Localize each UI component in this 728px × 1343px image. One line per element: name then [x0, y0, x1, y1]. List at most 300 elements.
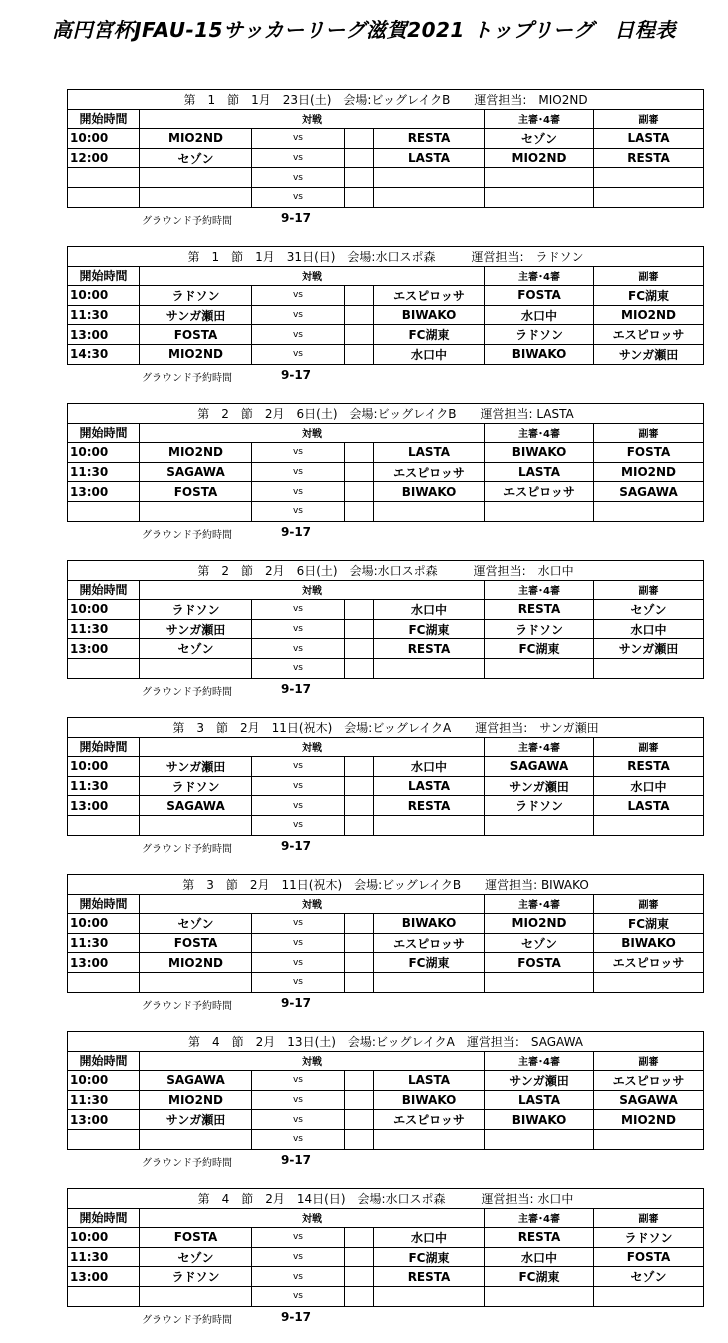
schedule-block	[67, 874, 703, 1013]
spacer-cell	[345, 815, 374, 835]
match-header: 対戦	[140, 580, 485, 600]
match-header: 対戦	[140, 894, 485, 914]
referee-header: 主審･4審	[485, 1208, 594, 1228]
ground-booking-label: グラウンド予約時間	[142, 843, 232, 855]
ground-booking-time: 9-17	[281, 681, 312, 696]
vs-label: vs	[252, 776, 345, 796]
start-time-header: 開始時間	[68, 737, 140, 757]
vs-label: vs	[252, 1286, 345, 1306]
spacer-cell	[345, 501, 374, 521]
home-team: セゾン	[140, 1247, 252, 1267]
referee: LASTA	[485, 1090, 594, 1110]
schedule-block	[67, 717, 703, 856]
schedule-block	[67, 89, 703, 228]
assistant-referee: BIWAKO	[594, 933, 704, 953]
referee: FC湖東	[485, 1267, 594, 1287]
assistant-referee: RESTA	[594, 757, 704, 777]
home-team: MIO2ND	[140, 443, 252, 463]
away-team: LASTA	[374, 776, 485, 796]
referee: BIWAKO	[485, 1110, 594, 1130]
away-team: エスピロッサ	[374, 462, 485, 482]
home-team: ラドソン	[140, 776, 252, 796]
away-team	[374, 168, 485, 188]
vs-label: vs	[252, 658, 345, 678]
vs-label: vs	[252, 757, 345, 777]
match-row	[68, 914, 704, 934]
referee: ラドソン	[485, 796, 594, 816]
round-header: 第 3 節 2月 11日(祝木) 会場:ビッグレイクB 運営担当: BIWAKO	[68, 875, 704, 895]
schedule-block	[67, 560, 703, 699]
assistant-referee: SAGAWA	[594, 482, 704, 502]
away-team: エスピロッサ	[374, 933, 485, 953]
assistant-referee: ラドソン	[594, 1228, 704, 1248]
referee	[485, 168, 594, 188]
spacer-cell	[345, 1267, 374, 1287]
schedule-table	[67, 246, 704, 365]
start-time: 11:30	[68, 619, 140, 639]
start-time: 11:30	[68, 305, 140, 325]
match-row	[68, 1286, 704, 1306]
spacer-cell	[345, 619, 374, 639]
away-team: 水口中	[374, 344, 485, 364]
away-team	[374, 1129, 485, 1149]
away-team: RESTA	[374, 1267, 485, 1287]
away-team: 水口中	[374, 1228, 485, 1248]
start-time: 13:00	[68, 1267, 140, 1287]
vs-label: vs	[252, 914, 345, 934]
home-team: FOSTA	[140, 482, 252, 502]
ground-booking-label: グラウンド予約時間	[142, 686, 232, 698]
ground-booking-label: グラウンド予約時間	[142, 1314, 232, 1326]
start-time-header: 開始時間	[68, 894, 140, 914]
start-time: 10:00	[68, 1071, 140, 1091]
assistant-referee	[594, 972, 704, 992]
start-time: 13:00	[68, 953, 140, 973]
spacer-cell	[345, 443, 374, 463]
start-time: 10:00	[68, 600, 140, 620]
referee	[485, 972, 594, 992]
home-team: MIO2ND	[140, 344, 252, 364]
assistant-referee: MIO2ND	[594, 462, 704, 482]
spacer-cell	[345, 187, 374, 207]
away-team: 水口中	[374, 600, 485, 620]
spacer-cell	[345, 953, 374, 973]
vs-label: vs	[252, 1228, 345, 1248]
home-team: ラドソン	[140, 1267, 252, 1287]
match-row	[68, 972, 704, 992]
ground-booking	[67, 365, 703, 385]
match-row	[68, 776, 704, 796]
start-time: 13:00	[68, 482, 140, 502]
home-team: MIO2ND	[140, 129, 252, 149]
home-team: SAGAWA	[140, 1071, 252, 1091]
referee: 水口中	[485, 305, 594, 325]
start-time-header: 開始時間	[68, 109, 140, 129]
match-row	[68, 953, 704, 973]
referee: SAGAWA	[485, 757, 594, 777]
ground-booking	[67, 208, 703, 228]
start-time: 10:00	[68, 129, 140, 149]
away-team: FC湖東	[374, 1247, 485, 1267]
assistant-referee: 水口中	[594, 776, 704, 796]
referee: 水口中	[485, 1247, 594, 1267]
start-time	[68, 658, 140, 678]
spacer-cell	[345, 1071, 374, 1091]
match-row	[68, 1110, 704, 1130]
match-row	[68, 1129, 704, 1149]
spacer-cell	[345, 286, 374, 306]
assistant-referee: セゾン	[594, 1267, 704, 1287]
assistant-header: 副審	[594, 894, 704, 914]
assistant-referee: サンガ瀬田	[594, 344, 704, 364]
schedule-block	[67, 1031, 703, 1170]
start-time: 11:30	[68, 462, 140, 482]
start-time: 10:00	[68, 443, 140, 463]
home-team: サンガ瀬田	[140, 757, 252, 777]
away-team: FC湖東	[374, 325, 485, 345]
assistant-referee: LASTA	[594, 129, 704, 149]
away-team: エスピロッサ	[374, 1110, 485, 1130]
spacer-cell	[345, 1129, 374, 1149]
home-team: セゾン	[140, 148, 252, 168]
assistant-referee	[594, 187, 704, 207]
ground-booking-time: 9-17	[281, 210, 312, 225]
start-time	[68, 501, 140, 521]
ground-booking-time: 9-17	[281, 1152, 312, 1167]
home-team	[140, 1129, 252, 1149]
match-header: 対戦	[140, 109, 485, 129]
round-header: 第 3 節 2月 11日(祝木) 会場:ビッグレイクA 運営担当: サンガ瀬田	[68, 718, 704, 738]
vs-label: vs	[252, 148, 345, 168]
vs-label: vs	[252, 796, 345, 816]
spacer-cell	[345, 933, 374, 953]
match-row	[68, 1071, 704, 1091]
schedule-block	[67, 246, 703, 385]
start-time: 11:30	[68, 933, 140, 953]
away-team	[374, 815, 485, 835]
referee: セゾン	[485, 129, 594, 149]
referee	[485, 658, 594, 678]
home-team	[140, 1286, 252, 1306]
assistant-referee: エスピロッサ	[594, 325, 704, 345]
away-team	[374, 187, 485, 207]
start-time: 10:00	[68, 757, 140, 777]
home-team: FOSTA	[140, 933, 252, 953]
schedule-table	[67, 560, 704, 679]
assistant-referee: エスピロッサ	[594, 1071, 704, 1091]
round-header: 第 1 節 1月 23日(土) 会場:ビッグレイクB 運営担当: MIO2ND	[68, 90, 704, 110]
spacer-cell	[345, 482, 374, 502]
match-header: 対戦	[140, 1051, 485, 1071]
referee: FC湖東	[485, 639, 594, 659]
assistant-referee: FC湖東	[594, 286, 704, 306]
spacer-cell	[345, 344, 374, 364]
home-team	[140, 187, 252, 207]
away-team	[374, 972, 485, 992]
assistant-header: 副審	[594, 109, 704, 129]
referee-header: 主審･4審	[485, 266, 594, 286]
ground-booking-label: グラウンド予約時間	[142, 372, 232, 384]
spacer-cell	[345, 1090, 374, 1110]
assistant-header: 副審	[594, 580, 704, 600]
start-time	[68, 972, 140, 992]
start-time	[68, 1129, 140, 1149]
round-header: 第 2 節 2月 6日(土) 会場:水口スポ森 運営担当: 水口中	[68, 561, 704, 581]
match-row	[68, 344, 704, 364]
referee	[485, 815, 594, 835]
match-row	[68, 1090, 704, 1110]
spacer-cell	[345, 796, 374, 816]
start-time: 13:00	[68, 796, 140, 816]
assistant-referee	[594, 1129, 704, 1149]
schedule-table	[67, 1188, 704, 1307]
match-row	[68, 168, 704, 188]
vs-label: vs	[252, 1110, 345, 1130]
start-time-header: 開始時間	[68, 1051, 140, 1071]
spacer-cell	[345, 325, 374, 345]
assistant-referee: 水口中	[594, 619, 704, 639]
assistant-referee: MIO2ND	[594, 1110, 704, 1130]
away-team: BIWAKO	[374, 1090, 485, 1110]
assistant-header: 副審	[594, 737, 704, 757]
assistant-referee: FOSTA	[594, 443, 704, 463]
spacer-cell	[345, 1247, 374, 1267]
ground-booking-time: 9-17	[281, 524, 312, 539]
assistant-referee: セゾン	[594, 600, 704, 620]
match-row	[68, 619, 704, 639]
round-header: 第 4 節 2月 14日(日) 会場:水口スポ森 運営担当: 水口中	[68, 1189, 704, 1209]
away-team: RESTA	[374, 639, 485, 659]
match-row	[68, 933, 704, 953]
away-team: LASTA	[374, 148, 485, 168]
referee: ラドソン	[485, 325, 594, 345]
home-team: ラドソン	[140, 600, 252, 620]
spacer-cell	[345, 1110, 374, 1130]
match-header: 対戦	[140, 1208, 485, 1228]
spacer-cell	[345, 600, 374, 620]
match-row	[68, 501, 704, 521]
vs-label: vs	[252, 1090, 345, 1110]
page-title: 高円宮杯JFAU-15サッカーリーグ滋賀2021 トップリーグ 日程表	[52, 18, 676, 42]
referee: RESTA	[485, 1228, 594, 1248]
assistant-header: 副審	[594, 1208, 704, 1228]
match-row	[68, 658, 704, 678]
ground-booking-time: 9-17	[281, 367, 312, 382]
away-team: FC湖東	[374, 619, 485, 639]
referee: RESTA	[485, 600, 594, 620]
match-header: 対戦	[140, 737, 485, 757]
vs-label: vs	[252, 168, 345, 188]
referee: エスピロッサ	[485, 482, 594, 502]
spacer-cell	[345, 129, 374, 149]
match-row	[68, 757, 704, 777]
vs-label: vs	[252, 1071, 345, 1091]
spacer-cell	[345, 972, 374, 992]
match-row	[68, 443, 704, 463]
start-time-header: 開始時間	[68, 266, 140, 286]
away-team: RESTA	[374, 796, 485, 816]
referee: MIO2ND	[485, 148, 594, 168]
referee: FOSTA	[485, 953, 594, 973]
schedule-table	[67, 717, 704, 836]
vs-label: vs	[252, 344, 345, 364]
home-team: FOSTA	[140, 1228, 252, 1248]
start-time: 11:30	[68, 1090, 140, 1110]
away-team	[374, 1286, 485, 1306]
start-time	[68, 1286, 140, 1306]
home-team: サンガ瀬田	[140, 619, 252, 639]
schedule-table	[67, 1031, 704, 1150]
match-header: 対戦	[140, 423, 485, 443]
ground-booking	[67, 1150, 703, 1170]
home-team: ラドソン	[140, 286, 252, 306]
referee: セゾン	[485, 933, 594, 953]
assistant-referee: LASTA	[594, 796, 704, 816]
vs-label: vs	[252, 600, 345, 620]
schedule-table	[67, 403, 704, 522]
referee: BIWAKO	[485, 344, 594, 364]
ground-booking	[67, 993, 703, 1013]
spacer-cell	[345, 914, 374, 934]
schedule-block	[67, 1188, 703, 1327]
schedule-block	[67, 403, 703, 542]
start-time: 10:00	[68, 914, 140, 934]
assistant-referee	[594, 658, 704, 678]
assistant-header: 副審	[594, 423, 704, 443]
assistant-referee: エスピロッサ	[594, 953, 704, 973]
vs-label: vs	[252, 1247, 345, 1267]
ground-booking	[67, 1307, 703, 1327]
assistant-referee	[594, 168, 704, 188]
vs-label: vs	[252, 443, 345, 463]
assistant-referee: FC湖東	[594, 914, 704, 934]
match-row	[68, 639, 704, 659]
referee: MIO2ND	[485, 914, 594, 934]
home-team: サンガ瀬田	[140, 305, 252, 325]
home-team: MIO2ND	[140, 953, 252, 973]
referee	[485, 1129, 594, 1149]
referee	[485, 1286, 594, 1306]
start-time: 10:00	[68, 286, 140, 306]
home-team	[140, 168, 252, 188]
assistant-header: 副審	[594, 1051, 704, 1071]
vs-label: vs	[252, 1267, 345, 1287]
spacer-cell	[345, 1228, 374, 1248]
spacer-cell	[345, 639, 374, 659]
home-team: SAGAWA	[140, 796, 252, 816]
home-team: セゾン	[140, 914, 252, 934]
spacer-cell	[345, 757, 374, 777]
match-row	[68, 1228, 704, 1248]
match-row	[68, 1267, 704, 1287]
match-row	[68, 796, 704, 816]
away-team: 水口中	[374, 757, 485, 777]
start-time: 13:00	[68, 1110, 140, 1130]
ground-booking-label: グラウンド予約時間	[142, 1157, 232, 1169]
ground-booking	[67, 836, 703, 856]
match-row	[68, 187, 704, 207]
referee	[485, 501, 594, 521]
assistant-referee: SAGAWA	[594, 1090, 704, 1110]
start-time: 14:30	[68, 344, 140, 364]
vs-label: vs	[252, 1129, 345, 1149]
referee-header: 主審･4審	[485, 894, 594, 914]
vs-label: vs	[252, 325, 345, 345]
referee: ラドソン	[485, 619, 594, 639]
ground-booking	[67, 522, 703, 542]
away-team: RESTA	[374, 129, 485, 149]
ground-booking-time: 9-17	[281, 1309, 312, 1324]
start-time: 11:30	[68, 776, 140, 796]
start-time	[68, 815, 140, 835]
schedule-table	[67, 89, 704, 208]
home-team	[140, 501, 252, 521]
vs-label: vs	[252, 933, 345, 953]
round-header: 第 1 節 1月 31日(日) 会場:水口スポ森 運営担当: ラドソン	[68, 247, 704, 267]
match-row	[68, 462, 704, 482]
match-row	[68, 325, 704, 345]
referee-header: 主審･4審	[485, 109, 594, 129]
vs-label: vs	[252, 305, 345, 325]
assistant-referee	[594, 815, 704, 835]
home-team	[140, 658, 252, 678]
vs-label: vs	[252, 972, 345, 992]
spacer-cell	[345, 462, 374, 482]
match-row	[68, 148, 704, 168]
referee: FOSTA	[485, 286, 594, 306]
vs-label: vs	[252, 815, 345, 835]
spacer-cell	[345, 1286, 374, 1306]
referee	[485, 187, 594, 207]
assistant-header: 副審	[594, 266, 704, 286]
start-time: 10:00	[68, 1228, 140, 1248]
ground-booking-label: グラウンド予約時間	[142, 215, 232, 227]
home-team	[140, 815, 252, 835]
referee-header: 主審･4審	[485, 1051, 594, 1071]
away-team: FC湖東	[374, 953, 485, 973]
assistant-referee	[594, 1286, 704, 1306]
vs-label: vs	[252, 462, 345, 482]
schedule-table	[67, 874, 704, 993]
spacer-cell	[345, 776, 374, 796]
away-team: BIWAKO	[374, 914, 485, 934]
vs-label: vs	[252, 286, 345, 306]
start-time-header: 開始時間	[68, 580, 140, 600]
home-team: セゾン	[140, 639, 252, 659]
home-team	[140, 972, 252, 992]
start-time-header: 開始時間	[68, 1208, 140, 1228]
away-team	[374, 658, 485, 678]
round-header: 第 2 節 2月 6日(土) 会場:ビッグレイクB 運営担当: LASTA	[68, 404, 704, 424]
vs-label: vs	[252, 187, 345, 207]
vs-label: vs	[252, 953, 345, 973]
referee-header: 主審･4審	[485, 423, 594, 443]
match-row	[68, 129, 704, 149]
vs-label: vs	[252, 501, 345, 521]
home-team: SAGAWA	[140, 462, 252, 482]
spacer-cell	[345, 305, 374, 325]
assistant-referee: MIO2ND	[594, 305, 704, 325]
vs-label: vs	[252, 639, 345, 659]
away-team	[374, 501, 485, 521]
assistant-referee	[594, 501, 704, 521]
round-header: 第 4 節 2月 13日(土) 会場:ビッグレイクA 運営担当: SAGAWA	[68, 1032, 704, 1052]
referee-header: 主審･4審	[485, 580, 594, 600]
referee: サンガ瀬田	[485, 1071, 594, 1091]
referee: LASTA	[485, 462, 594, 482]
away-team: LASTA	[374, 443, 485, 463]
away-team: BIWAKO	[374, 305, 485, 325]
